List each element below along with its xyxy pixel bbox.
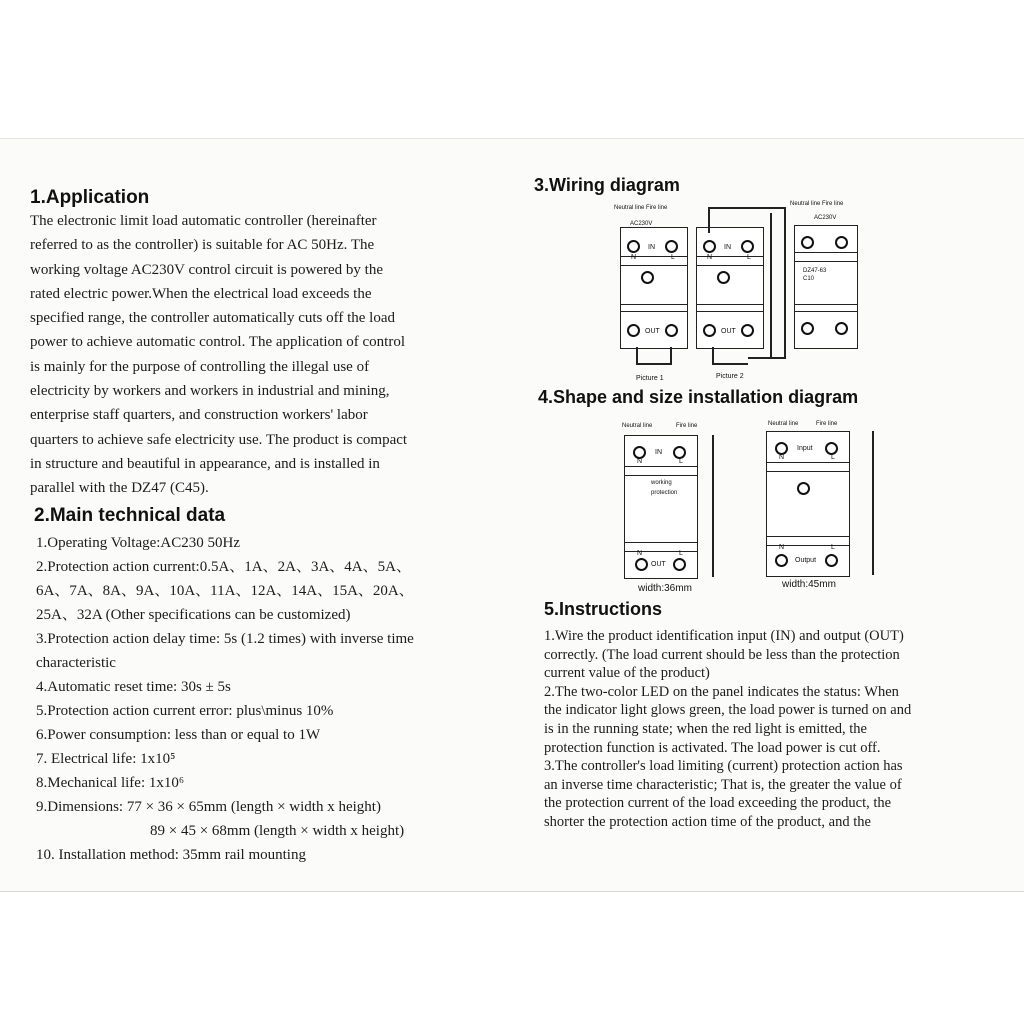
terminal-icon [741, 240, 754, 253]
technical-line: 2.Protection action current:0.5A、1A、2A、3A、4A、5A、 [36, 559, 411, 575]
output-label: Output [795, 557, 817, 564]
instructions-line: current value of the product) [544, 665, 710, 682]
terminal-icon [775, 554, 788, 567]
technical-line: characteristic [36, 655, 116, 671]
terminal-icon [835, 322, 848, 335]
protection-label: protection [651, 490, 678, 496]
out-label: OUT [645, 328, 660, 335]
terminal-icon [703, 324, 716, 337]
working-label: working [651, 480, 672, 486]
technical-line: 5.Protection action current error: plus\minus 10% [36, 703, 334, 719]
instructions-line: an inverse time characteristic; That is, the greater the value of [544, 776, 902, 793]
technical-heading: 2.Main technical data [34, 505, 226, 526]
picture-1-label: Picture 1 [636, 375, 664, 382]
terminal-icon [801, 236, 814, 249]
neutral-line-label-2: Neutral line [768, 421, 799, 427]
terminal-icon [835, 236, 848, 249]
shape-heading: 4.Shape and size installation diagram [538, 387, 859, 407]
wiring-device-2 [696, 227, 764, 349]
wiring-neutral-fire-label-1: Neutral line Fire line [614, 205, 668, 211]
width-36-label: width:36mm [638, 583, 692, 594]
terminal-icon [665, 240, 678, 253]
wiring-device-1 [620, 227, 688, 349]
application-line: is mainly for the purpose of controlling the illegal use of [30, 358, 370, 375]
manual-sheet [0, 138, 1024, 892]
application-line: power to achieve automatic control. The application of control [30, 334, 406, 351]
application-body [30, 209, 490, 501]
application-line: in structure and beautiful in appearance, and is installed in [30, 455, 380, 472]
wiring-voltage-label-1: AC230V [630, 221, 653, 227]
technical-line: 8.Mechanical life: 1x10⁶ [36, 775, 185, 791]
instructions-line: 3.The controller's load limiting (current) protection action has [544, 758, 903, 775]
application-line: The electronic limit load automatic controller (hereinafter [30, 213, 377, 229]
terminal-icon [801, 322, 814, 335]
led-icon [717, 271, 730, 284]
fire-line-label-1: Fire line [676, 423, 698, 429]
l-label: L [747, 254, 751, 261]
breaker-rating: C10 [803, 276, 815, 282]
n-label: N [779, 454, 785, 461]
n-label: N [631, 254, 637, 261]
terminal-icon [635, 558, 648, 571]
application-line: working voltage AC230V control circuit is powered by the [30, 261, 383, 278]
wiring-voltage-label-2: AC230V [814, 215, 837, 221]
terminal-icon [825, 554, 838, 567]
led-icon [797, 482, 810, 495]
wiring-neutral-fire-label-2: Neutral line Fire line [790, 201, 844, 207]
in-label: IN [655, 449, 662, 456]
instructions-line: the indicator light glows green, the load power is turned on and [544, 702, 912, 719]
instructions-body [544, 627, 1004, 832]
application-line: specified range, the controller automatically cuts off the load [30, 310, 396, 327]
l-label: L [671, 254, 675, 261]
instructions-line: shorter the protection action time of the product, and the [544, 813, 871, 830]
width-45-label: width:45mm [782, 579, 836, 590]
terminal-icon [703, 240, 716, 253]
technical-line: 4.Automatic reset time: 30s ± 5s [36, 679, 231, 695]
application-line: parallel with the DZ47 (C45). [30, 480, 209, 497]
terminal-icon [665, 324, 678, 337]
in-label: IN [724, 244, 731, 251]
instructions-line: 2.The two-color LED on the panel indicates the status: When [544, 683, 899, 700]
technical-body [36, 531, 506, 867]
technical-line: 89 × 45 × 68mm (length × width x height) [150, 823, 405, 839]
terminal-icon [627, 240, 640, 253]
technical-line: 10. Installation method: 35mm rail mounting [36, 847, 306, 863]
l-label: L [679, 458, 683, 465]
application-line: quarters to achieve safe electricity use. The product is compact [30, 431, 408, 448]
terminal-icon [673, 558, 686, 571]
instructions-line: correctly. (The load current should be less than the protection [544, 646, 900, 663]
fire-line-label-2: Fire line [816, 421, 838, 427]
l-label: L [679, 550, 683, 557]
technical-line: 3.Protection action delay time: 5s (1.2 times) with inverse time [36, 631, 414, 647]
breaker-model: DZ47-63 [803, 268, 827, 274]
technical-line: 1.Operating Voltage:AC230 50Hz [36, 535, 241, 551]
instructions-line: protection function is activated. The load power is cut off. [544, 739, 881, 756]
out-label: OUT [721, 328, 736, 335]
picture-2-label: Picture 2 [716, 373, 744, 380]
out-label: OUT [651, 561, 666, 568]
l-label: L [831, 544, 835, 551]
n-label: N [637, 550, 643, 557]
instructions-line: is in the running state; when the red light is emitted, the [544, 720, 867, 737]
application-heading: 1.Application [30, 187, 150, 208]
device-36mm [624, 435, 698, 579]
l-label: L [831, 454, 835, 461]
led-icon [641, 271, 654, 284]
n-label: N [707, 254, 713, 261]
in-label: IN [648, 244, 655, 251]
wiring-heading: 3.Wiring diagram [534, 175, 680, 195]
technical-line: 25A、32A (Other specifications can be customized) [36, 607, 351, 623]
application-line: referred to as the controller) is suitable for AC 50Hz. The [30, 237, 375, 254]
terminal-icon [741, 324, 754, 337]
neutral-line-label-1: Neutral line [622, 423, 653, 429]
instructions-line: 1.Wire the product identification input (IN) and output (OUT) [544, 628, 904, 644]
application-line: rated electric power.When the electrical load exceeds the [30, 285, 372, 302]
technical-line: 9.Dimensions: 77 × 36 × 65mm (length × width x height) [36, 799, 381, 815]
n-label: N [637, 458, 643, 465]
breaker-device [794, 225, 858, 349]
terminal-icon [627, 324, 640, 337]
application-line: enterprise staff quarters, and construction workers' labor [30, 407, 368, 424]
application-line: electricity by workers and workers in industrial and mining, [30, 383, 390, 400]
technical-line: 7. Electrical life: 1x10⁵ [36, 751, 176, 767]
technical-line: 6A、7A、8A、9A、10A、11A、12A、14A、15A、20A、 [36, 583, 414, 599]
instructions-heading: 5.Instructions [544, 599, 663, 619]
instructions-line: the protection current of the load exceeding the product, the [544, 795, 892, 812]
technical-line: 6.Power consumption: less than or equal to 1W [36, 727, 321, 743]
input-label: Input [797, 445, 813, 452]
n-label: N [779, 544, 785, 551]
device-45mm [766, 431, 850, 577]
